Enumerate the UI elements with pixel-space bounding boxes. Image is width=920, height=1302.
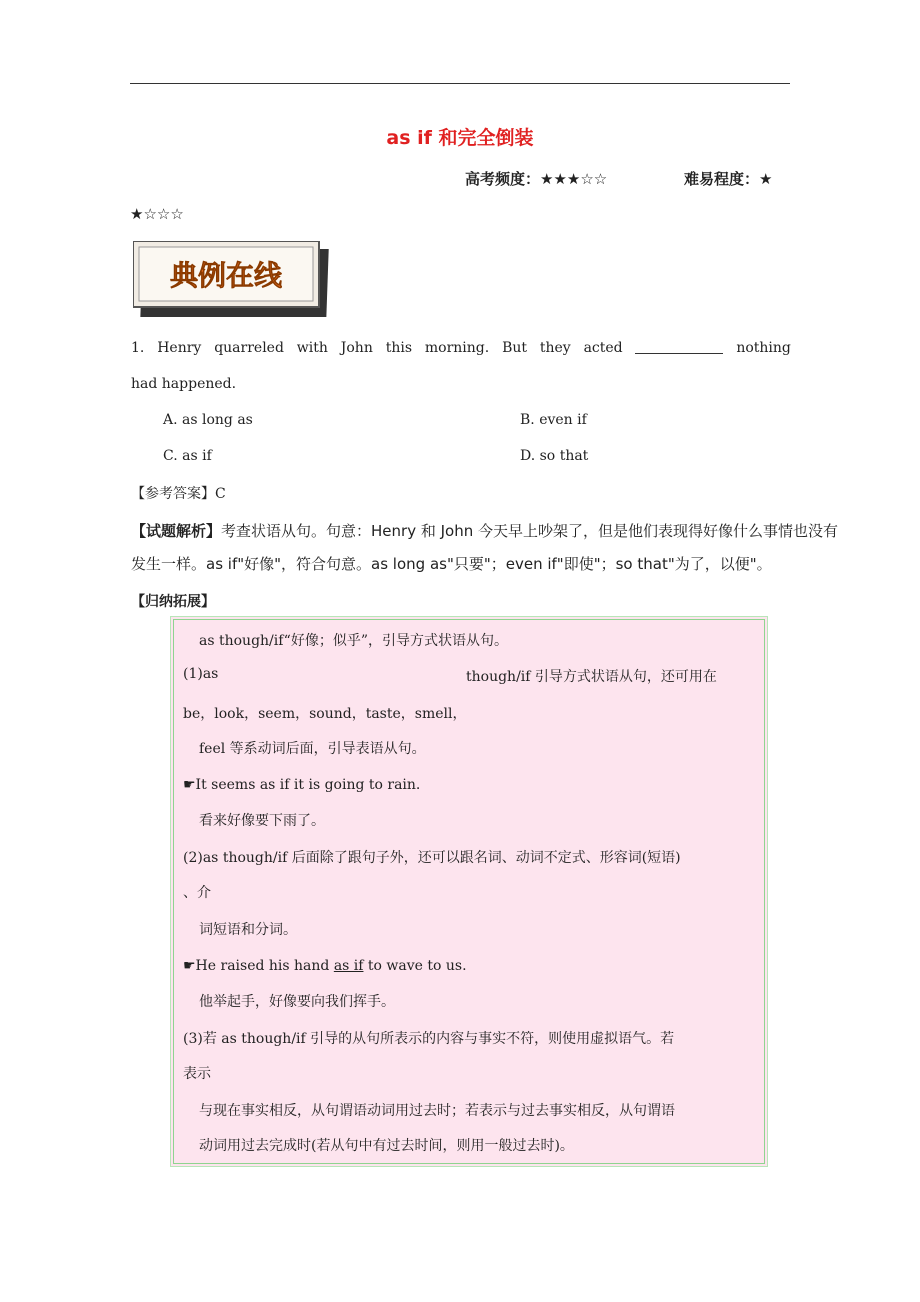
option-d: D. so that xyxy=(520,448,589,464)
box-line: though/if 引导方式状语从句，还可用在 xyxy=(466,669,717,685)
option-c: C. as if xyxy=(163,448,212,464)
box-text: to wave to us. xyxy=(363,958,467,974)
box-line: 、介 xyxy=(183,885,211,901)
box-line: 他举起手，好像要向我们挥手。 xyxy=(199,994,395,1010)
question-word: nothing xyxy=(736,340,791,356)
extension-label: 【归纳拓展】 xyxy=(131,594,215,610)
box-text-underlined: as if xyxy=(333,958,364,974)
analysis-line-1: 考查状语从句。句意：Henry 和 John 今天早上吵架了，但是他们表现得好像什么事情也没有 xyxy=(221,522,838,540)
option-b: B. even if xyxy=(520,412,587,428)
question-word: this xyxy=(385,340,413,356)
question-word: with xyxy=(296,340,328,356)
analysis xyxy=(131,515,866,581)
box-line: 词短语和分词。 xyxy=(199,922,297,938)
page-title: as if 和完全倒装 xyxy=(386,127,534,149)
question-word: Henry xyxy=(157,340,202,356)
summary-box xyxy=(173,619,765,1164)
question-word: But xyxy=(502,340,527,356)
answer-blank xyxy=(635,340,723,354)
box-line: be，look，seem，sound，taste，smell， xyxy=(183,706,467,722)
box-line: feel 等系动词后面，引导表语从句。 xyxy=(199,741,426,757)
box-text: ☛He raised his hand xyxy=(183,958,334,974)
box-line: 动词用过去完成时(若从句中有过去时间，则用一般过去时)。 xyxy=(199,1138,574,1154)
question-word: quarreled xyxy=(214,340,284,356)
box-line: 表示 xyxy=(183,1066,211,1082)
difficulty-rating: 难易程度：★ xyxy=(684,170,773,188)
question-word: John xyxy=(340,340,373,356)
question-number: 1. xyxy=(131,340,145,356)
box-line: as though/if“好像；似乎”，引导方式状语从句。 xyxy=(199,633,508,649)
header-rule xyxy=(130,83,790,84)
question-word: acted xyxy=(583,340,623,356)
box-line: ☛It seems as if it is going to rain. xyxy=(183,777,421,793)
box-line: (3)若 as though/if 引导的从句所表示的内容与事实不符，则使用虚拟语气。若 xyxy=(183,1031,675,1047)
example-banner xyxy=(133,241,329,317)
question-line-2: had happened. xyxy=(131,376,237,392)
box-line: 看来好像要下雨了。 xyxy=(199,813,325,829)
box-line: 与现在事实相反，从句谓语动词用过去时；若表示与过去事实相反，从句谓语 xyxy=(199,1103,675,1119)
frequency-rating: 高考频度：★★★☆☆ xyxy=(465,170,608,188)
option-a: A. as long as xyxy=(163,412,253,428)
box-line: (2)as though/if 后面除了跟句子外，还可以跟名词、动词不定式、形容词(短语) xyxy=(183,850,681,866)
question-word: morning. xyxy=(424,340,490,356)
analysis-line-2: 发生一样。as if"好像"，符合句意。as long as"只要"；even if"即使"；so that"为了，以便"。 xyxy=(131,555,772,573)
question-word: they xyxy=(539,340,571,356)
box-line: (1)as xyxy=(183,666,219,682)
question-line-1 xyxy=(131,340,791,356)
difficulty-rating-cont: ★☆☆☆ xyxy=(130,205,184,223)
banner-label: 典例在线 xyxy=(169,259,283,292)
reference-answer: 【参考答案】C xyxy=(131,486,226,502)
box-line xyxy=(183,958,467,974)
analysis-label: 【试题解析】 xyxy=(131,522,222,540)
